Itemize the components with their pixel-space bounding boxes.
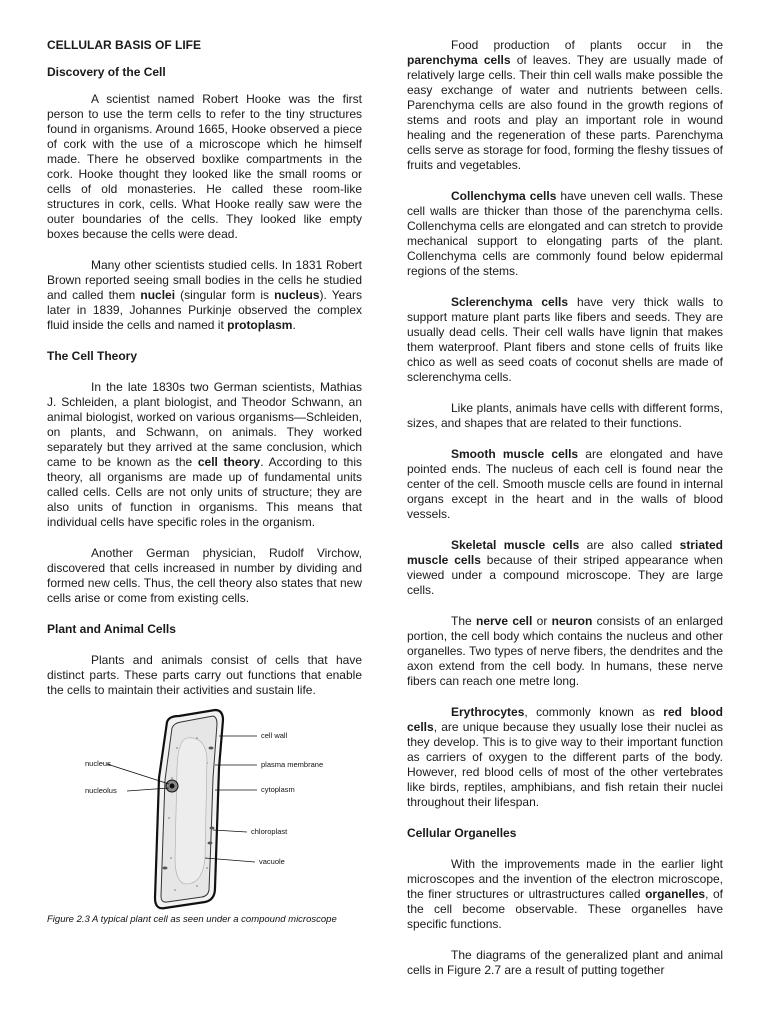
term-cell-theory: cell theory	[197, 455, 261, 469]
figure-caption: Figure 2.3 A typical plant cell as seen under a compound microscope	[47, 914, 337, 925]
paragraph-animal-cells: Like plants, animals have cells with different forms, sizes, and shapes that are related to their functions.	[407, 401, 723, 430]
left-column	[47, 38, 362, 938]
term-striated: striated muscle cells	[407, 538, 723, 567]
term-sclerenchyma: Sclerenchyma cells	[451, 295, 569, 309]
section-heading-cell-theory: The Cell Theory	[47, 349, 138, 363]
plant-cell-diagram	[47, 708, 362, 918]
term-neuron: neuron	[551, 614, 593, 628]
section-heading-organelles: Cellular Organelles	[407, 826, 517, 840]
term-nerve-cell: nerve cell	[476, 614, 533, 628]
section-heading-discovery: Discovery of the Cell	[47, 65, 166, 79]
page-title: CELLULAR BASIS OF LIFE	[47, 38, 201, 52]
label-nucleolus: nucleolus	[85, 786, 117, 795]
paragraph-sclerenchyma: Sclerenchyma cells have very thick walls to support mature plant parts like fibers and seeds. They are usually dead cells. Their cell walls have lignin that makes them waterproof. Plant fibers and stone cells of fruits like chico as well as seed coats of coconut shells are made of sclerenchyma cells.	[407, 295, 724, 384]
paragraph-nerve-cell: The nerve cell or neuron consists of an enlarged portion, the cell body which contains the nucleus and other organelles. Two types of nerve fibers, the dendrites and the axon extend from the cell body. In humans, these nerve fibers can reach one metre long.	[407, 614, 724, 688]
right-column	[407, 38, 723, 978]
label-cytoplasm: cytoplasm	[261, 785, 295, 794]
term-nucleus: nucleus	[274, 288, 320, 302]
paragraph-organelles: With the improvements made in the earlier light microscopes and the invention of the electron microscope, the finer structures or ultrastructures called organelles, of the cell become observable. These organelles have specific functions.	[407, 857, 723, 931]
paragraph-plant-animal: Plants and animals consist of cells that have distinct parts. These parts carry out functions that enable the cells to maintain their activities and sustain life.	[47, 653, 362, 697]
paragraph-brown: Many other scientists studied cells. In 1831 Robert Brown reported seeing small bodies in the cells he studied and called them nuclei (singular form is nucleus). Years later in 1839, Johannes Purkinje observed the complex fluid inside the cells and named it protoplasm.	[47, 258, 362, 332]
term-parenchyma: parenchyma cells	[407, 53, 511, 67]
paragraph-schleiden-schwann: In the late 1830s two German scientists, Mathias J. Schleiden, a plant biologist, and Theodor Schwann, an animal biologist, worked on various organisms—Schleiden, on plants, and Schwann, on animals. They worked separately but they arrived at the same conclusion, which came to be known as the cell theory. According to this theory, all organisms are made up of fundamental units called cells. Cells are not only units of structure; they are also units of function in organisms. This means that individual cells have specific roles in the organism.	[47, 380, 363, 529]
label-vacuole: vacuole	[259, 857, 285, 866]
term-protoplasm: protoplasm	[227, 318, 293, 332]
vacuole-shape	[175, 738, 207, 884]
paragraph-erythrocytes: Erythrocytes, commonly known as red blood cells, are unique because they usually lose their nuclei as they develop. This is to give way to their important function as carriers of oxygen to the different parts of the body. However, red blood cells of most of the other vertebrates like birds, reptiles, amphibians, and fish retain their nuclei throughout their lifespan.	[407, 705, 723, 809]
paragraph-parenchyma: Food production of plants occur in the parenchyma cells of leaves. They are usually made of relatively large cells. Their thin cell walls make possible the easy exchange of water and nutrients between cells. Parenchyma cells are also found in the growth regions of stems and roots and play an important role in wound healing and the regeneration of these parts. Parenchyma cells serve as storage for food, forming the fleshy tissues of fruits and vegetables.	[407, 38, 723, 172]
section-heading-plant-animal: Plant and Animal Cells	[47, 622, 176, 636]
term-erythrocytes: Erythrocytes	[451, 705, 525, 719]
paragraph-virchow: Another German physician, Rudolf Virchow, discovered that cells increased in number by dividing and formed new cells. Thus, the cell theory also states that new cells arise or come from existing cells.	[47, 546, 362, 605]
term-collenchyma: Collenchyma cells	[451, 189, 557, 203]
paragraph-figure-ref: The diagrams of the generalized plant and animal cells in Figure 2.7 are a result of putting together	[407, 948, 723, 977]
term-smooth-muscle: Smooth muscle cells	[451, 447, 579, 461]
nucleolus-shape	[170, 784, 175, 789]
term-nuclei: nuclei	[140, 288, 176, 302]
plant-cell-figure	[47, 708, 362, 938]
label-plasma-membrane: plasma membrane	[261, 760, 324, 769]
label-cell-wall: cell wall	[261, 731, 288, 740]
term-skeletal-muscle: Skeletal muscle cells	[451, 538, 580, 552]
label-nucleus: nucleus	[85, 759, 111, 768]
paragraph-smooth-muscle: Smooth muscle cells are elongated and have pointed ends. The nucleus of each cell is found near the center of the cell. Smooth muscle cells are found in internal organs except in the heart and in the walls of blood vessels.	[407, 447, 723, 521]
paragraph-hooke: A scientist named Robert Hooke was the first person to use the term cells to refer to the tiny structures found in organisms. Around 1665, Hooke observed a piece of cork with the use of a microscope which he himself made. There he observed boxlike compartments in the cork. Hooke thought they looked like the small rooms or cells of old monasteries. He called these room-like structures in cork, cells. What Hooke really saw were the outer boundaries of the cells. They looked like empty boxes because the cells were dead.	[47, 92, 362, 241]
term-organelles: organelles	[645, 887, 706, 901]
label-chloroplast: chloroplast	[251, 827, 288, 836]
paragraph-skeletal-muscle: Skeletal muscle cells are also called striated muscle cells because of their striped appearance when viewed under a compound microscope. They are large cells.	[407, 538, 723, 597]
term-red-blood-cells: red blood cells	[407, 705, 723, 734]
paragraph-collenchyma: Collenchyma cells have uneven cell walls. These cell walls are thicker than those of the parenchyma cells. Collenchyma cells are elongated and can stretch to provide mechanical support to elongating parts of the plant. Collenchyma cells are commonly found below epidermal regions of the stems.	[407, 189, 723, 278]
